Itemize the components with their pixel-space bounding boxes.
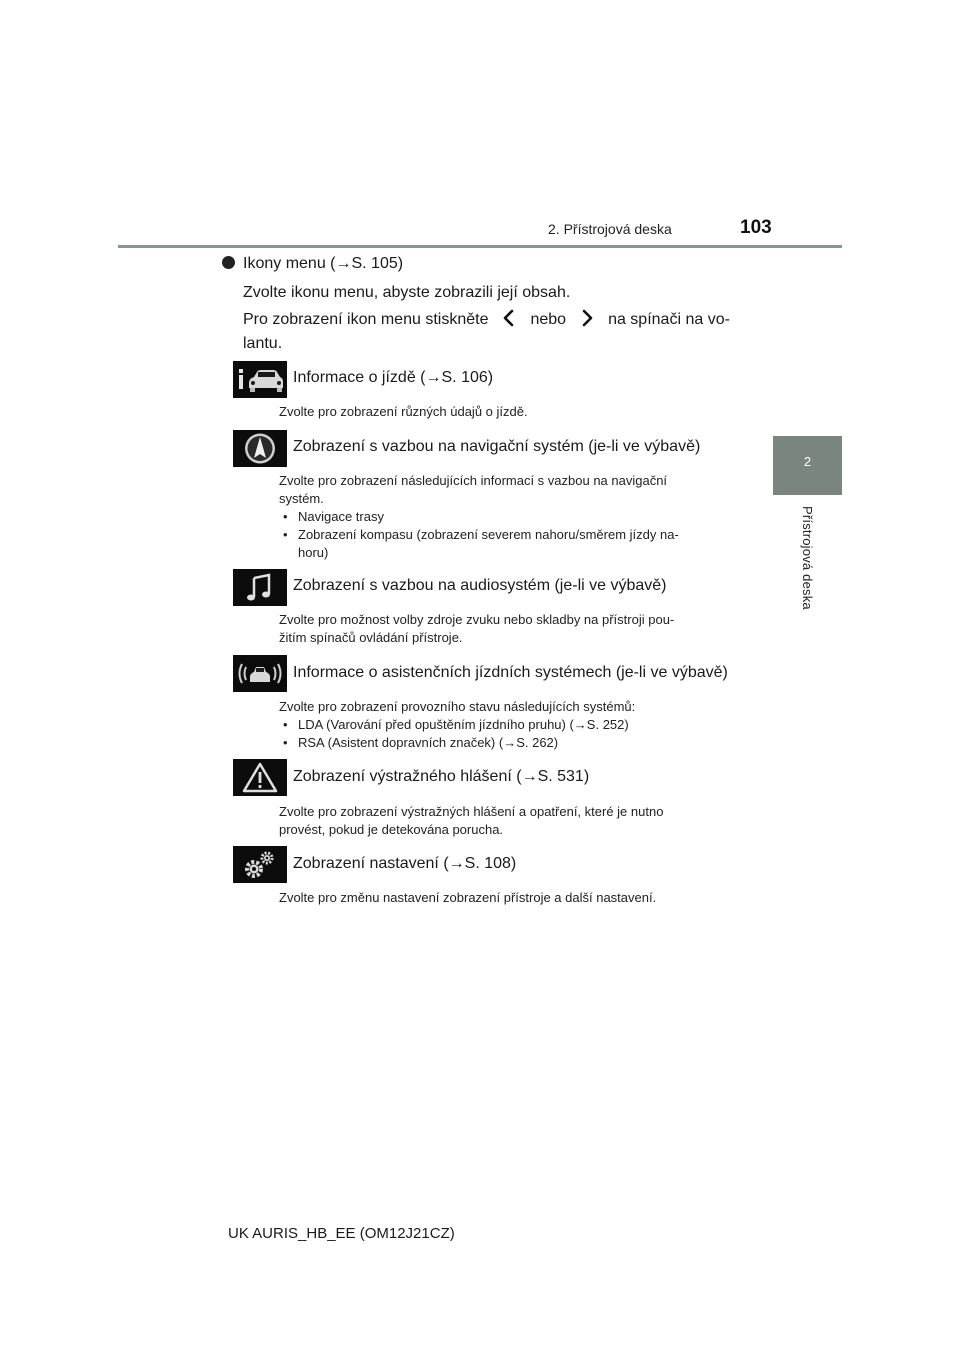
footer-model-code: UK AURIS_HB_EE (OM12J21CZ) — [228, 1225, 455, 1242]
bullet-icon — [222, 256, 235, 269]
car-info-icon — [233, 361, 287, 398]
intro-line-1: Zvolte ikonu menu, abyste zobrazili její obsah. — [243, 284, 571, 301]
item-title-settings: Zobrazení nastavení (→S. 108) — [293, 855, 517, 872]
list-item: • LDA (Varování před opuštěním jízdního pruhu) (→S. 252) — [279, 716, 745, 734]
item-desc-trip-info — [279, 403, 745, 421]
list-item: • Zobrazení kompasu (zobrazení severem nahoru/směrem jízdy na- — [279, 526, 745, 544]
desc-line-continued: horu) — [298, 545, 329, 560]
intro-line-2-middle: nebo — [530, 311, 567, 328]
compass-icon — [233, 430, 287, 467]
desc-line: Zvolte pro možnost volby zdroje zvuku nebo skladby na přístroji pou- — [279, 612, 675, 627]
desc-line: Zvolte pro zobrazení výstražných hlášení a opatření, které je nutno — [279, 804, 664, 819]
item-title-audio: Zobrazení s vazbou na audiosystém (je-li ve výbavě) — [293, 577, 667, 594]
driving-assist-sub-list — [279, 716, 745, 752]
chapter-tab-label: Přístrojová deska — [800, 506, 815, 610]
desc-line: žitím spínačů ovládání přístroje. — [279, 630, 463, 645]
desc-line: Zvolte pro zobrazení různých údajů o jízdě. — [279, 404, 528, 419]
item-desc-navigation — [279, 472, 745, 562]
item-title-navigation: Zobrazení s vazbou na navigační systém (je-li ve výbavě) — [293, 438, 701, 455]
chevron-left-icon — [500, 309, 518, 327]
menu-icons-heading-text: Ikony menu (→S. 105) — [243, 255, 404, 272]
intro-line-3: lantu. — [243, 335, 283, 352]
chapter-tab — [773, 436, 842, 495]
item-title-warning: Zobrazení výstražného hlášení (→S. 531) — [293, 768, 590, 785]
intro-line-2 — [243, 307, 730, 333]
item-title-trip-info: Informace o jízdě (→S. 106) — [293, 369, 494, 386]
chevron-right-icon — [578, 309, 596, 327]
music-note-icon — [233, 569, 287, 606]
item-title-driving-assist: Informace o asistenčních jízdních systémech (je-li ve výbavě) — [293, 664, 728, 681]
menu-icons-heading — [222, 255, 403, 273]
header-divider — [118, 245, 842, 248]
page-number: 103 — [740, 217, 772, 238]
item-desc-settings — [279, 889, 745, 907]
desc-line: Zvolte pro zobrazení provozního stavu následujících systémů: — [279, 699, 636, 714]
item-desc-driving-assist — [279, 698, 745, 752]
gears-icon — [233, 846, 287, 883]
warning-triangle-icon — [233, 759, 287, 796]
list-item: • RSA (Asistent dopravních značek) (→S. 262) — [279, 734, 745, 752]
item-desc-warning — [279, 803, 745, 839]
desc-line: systém. — [279, 491, 324, 506]
intro-line-2-start: Pro zobrazení ikon menu stiskněte — [243, 311, 489, 328]
list-item: • Navigace trasy — [279, 508, 745, 526]
desc-line: Zvolte pro změnu nastavení zobrazení přístroje a další nastavení. — [279, 890, 657, 905]
desc-line: provést, pokud je detekována porucha. — [279, 822, 504, 837]
driving-assist-icon — [233, 655, 287, 692]
item-desc-audio — [279, 611, 745, 647]
desc-line: Zvolte pro zobrazení následujících informací s vazbou na navigační — [279, 473, 668, 488]
chapter-tab-number: 2 — [803, 454, 812, 469]
header-section-title: 2. Přístrojová deska — [548, 221, 672, 237]
navigation-sub-list — [279, 508, 745, 544]
intro-line-2-end: na spínači na vo- — [608, 311, 730, 328]
